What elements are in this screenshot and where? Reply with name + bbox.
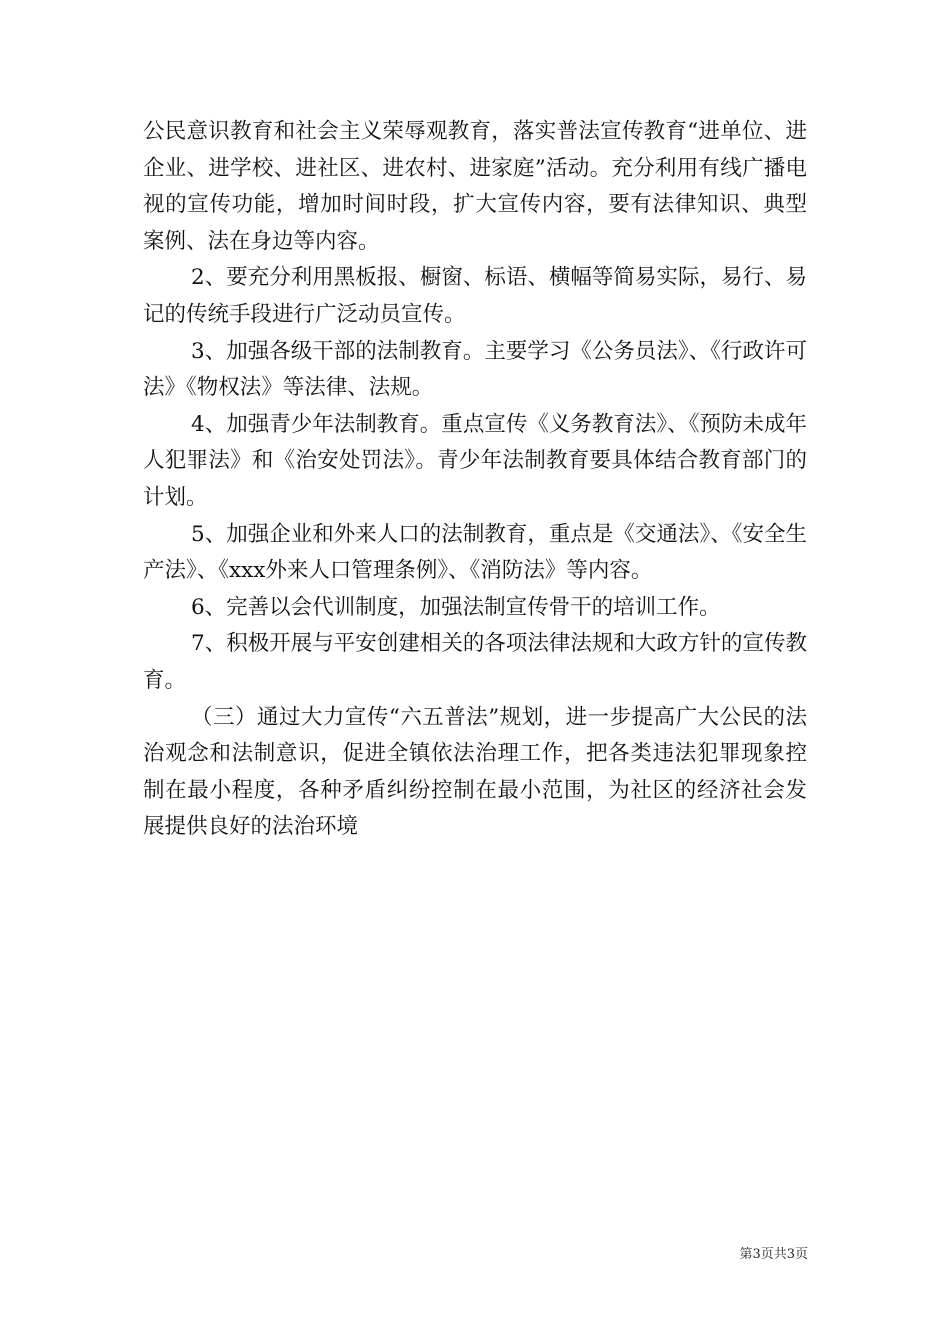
- page-number-footer: 第3页共3页: [739, 1247, 808, 1262]
- paragraph-item-5: 5、加强企业和外来人口的法制教育，重点是《交通法》、《安全生产法》、《xxx外来人口管理条例》、《消防法》等内容。: [143, 521, 807, 584]
- paragraph-section-3: （三）通过大力宣传“六五普法”规划，进一步提高广大公民的法治观念和法制意识，促进全镇依法治理工作，把各类违法犯罪现象控制在最小程度，各种矛盾纠纷控制在最小范围，为社区的经济社会发展提供良好的法治环境: [143, 704, 807, 840]
- paragraph-item-2: 2、要充分利用黑板报、橱窗、标语、横幅等简易实际，易行、易记的传统手段进行广泛动员宣传。: [143, 265, 807, 327]
- paragraph-continuation: 公民意识教育和社会主义荣辱观教育，落实普法宣传教育“进单位、进企业、进学校、进社区、进农村、进家庭”活动。充分利用有线广播电视的宣传功能，增加时间时段，扩大宣传内容，要有法律知识、典型案例、法在身边等内容。: [143, 119, 807, 254]
- document-body: [143, 114, 807, 846]
- paragraph-item-6: 6、完善以会代训制度，加强法制宣传骨干的培训工作。: [191, 594, 721, 620]
- paragraph-item-3: 3、加强各级干部的法制教育。主要学习《公务员法》、《行政许可法》《物权法》等法律、法规。: [143, 338, 807, 401]
- paragraph-item-7: 7、积极开展与平安创建相关的各项法律法规和大政方针的宣传教育。: [143, 631, 807, 693]
- paragraph-item-4: 4、加强青少年法制教育。重点宣传《义务教育法》、《预防未成年人犯罪法》和《治安处罚法》。青少年法制教育要具体结合教育部门的计划。: [143, 411, 807, 510]
